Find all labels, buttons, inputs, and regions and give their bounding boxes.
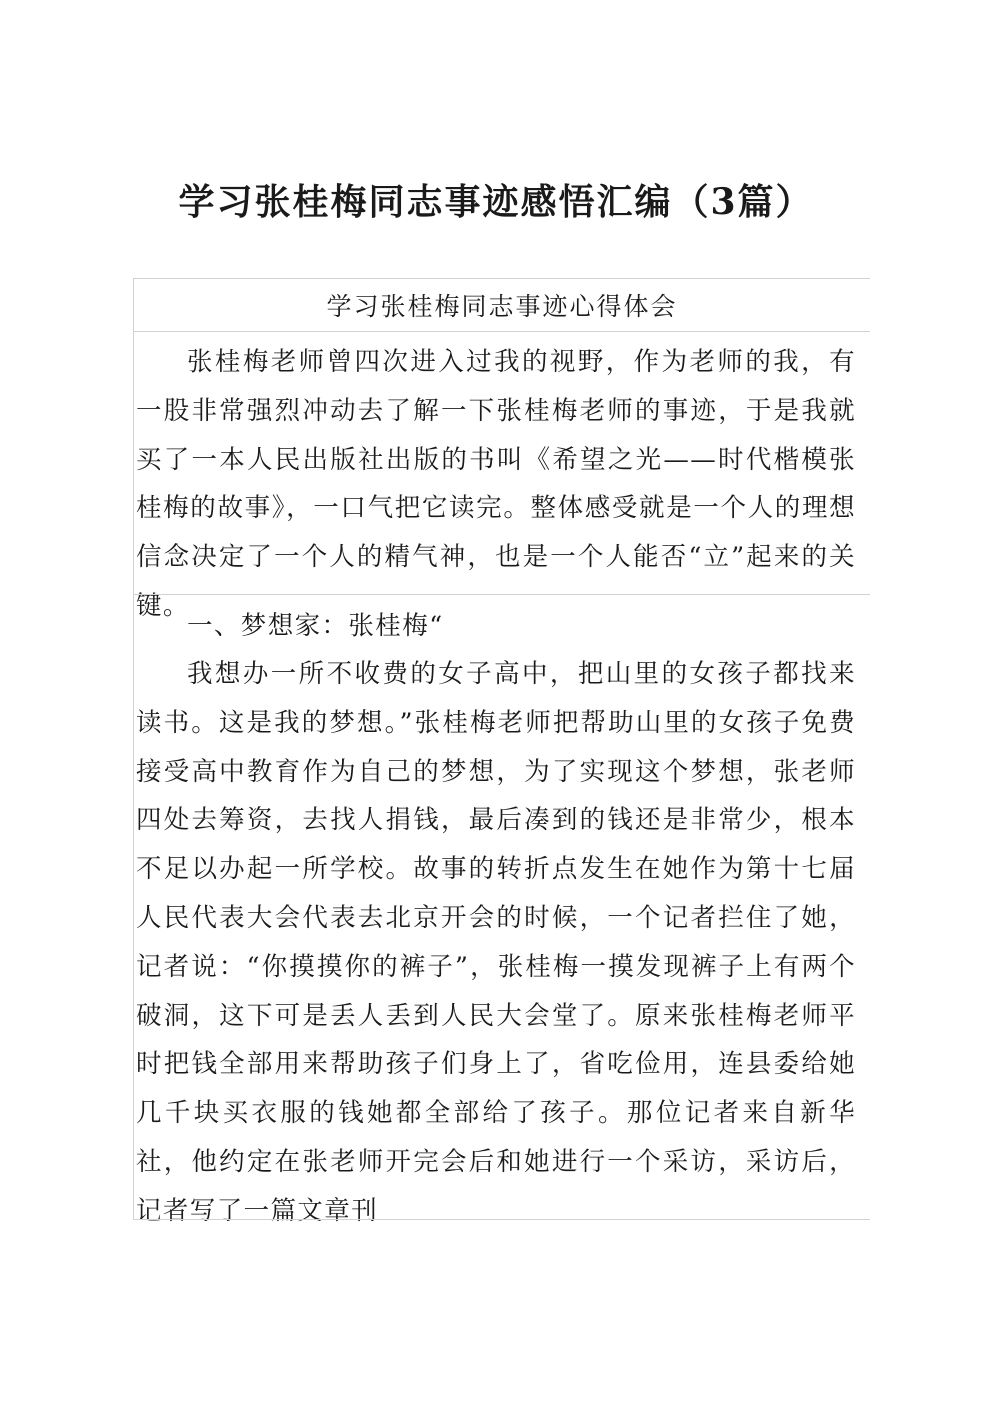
bottom-divider	[134, 1219, 870, 1220]
section-heading: 学习张桂梅同志事迹心得体会	[326, 292, 678, 321]
paragraph-intro: 张桂梅老师曾四次进入过我的视野，作为老师的我，有一股非常强烈冲动去了解一下张桂梅老师的事迹，于是我就买了一本人民出版社出版的书叫《希望之光——时代楷模张桂梅的故事》，一口气把它读完。整体感受就是一个人的理想信念决定了一个人的精气神，也是一个人能否“立”起来的关键。	[136, 347, 856, 621]
top-divider	[134, 278, 870, 279]
paragraph-body: 我想办一所不收费的女子高中，把山里的女孩子都找来读书。这是我的梦想。”张桂梅老师把帮助山里的女孩子免费接受高中教育作为自己的梦想，为了实现这个梦想，张老师四处去筹资，去找人捐钱，最后凑到的钱还是非常少，根本不足以办起一所学校。故事的转折点发生在她作为第十七届人民代表大会代表去北京开会的时候，一个记者拦住了她，记者说：“你摸摸你的裤子”，张桂梅一摸发现裤子上有两个破洞，这下可是丢人丢到人民大会堂了。原来张桂梅老师平时把钱全部用来帮助孩子们身上了，省吃俭用，连县委给她几千块买衣服的钱她都全部给了孩子。那位记者来自新华社，他约定在张老师开完会后和她进行一个采访，采访后，记者写了一篇文章刊	[136, 659, 856, 1226]
heading-divider	[134, 331, 870, 332]
content-frame	[133, 278, 870, 1226]
paragraph-divider	[134, 594, 870, 595]
paragraph-section-heading: 一、梦想家：张桂梅“	[187, 611, 444, 641]
document-title: 学习张桂梅同志事迹感悟汇编（3篇）	[178, 181, 814, 223]
